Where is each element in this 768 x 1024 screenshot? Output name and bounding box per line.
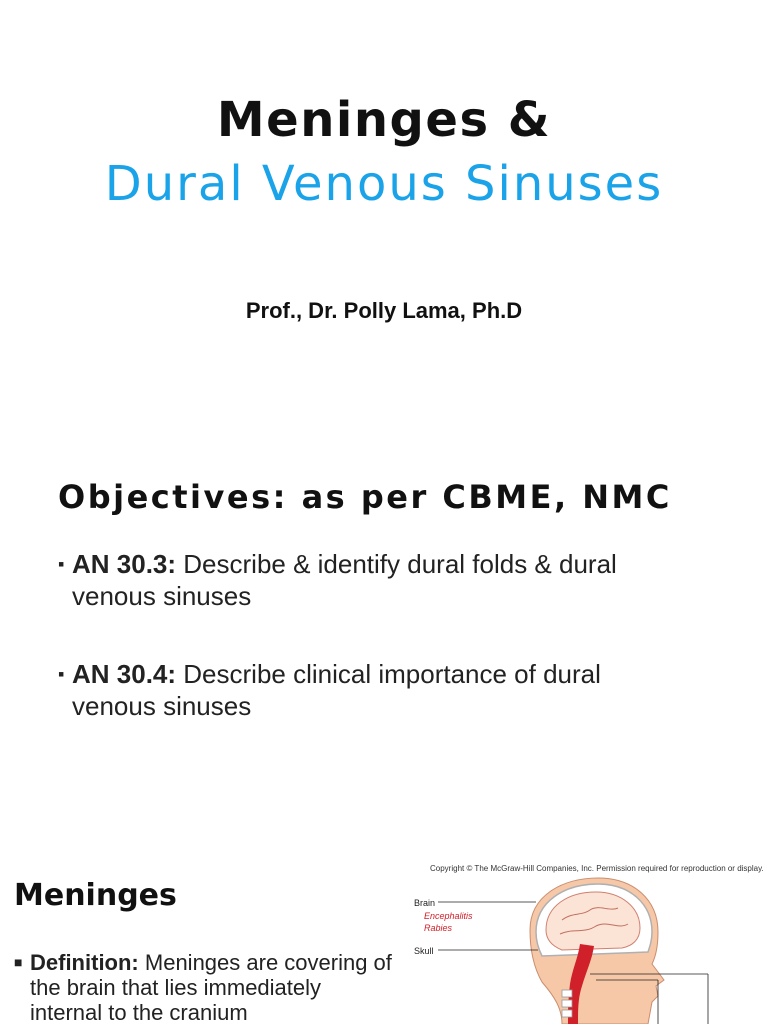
bullet-icon: ▪ [58, 664, 65, 684]
bullet-icon: ▪ [58, 554, 65, 574]
definition-label: Definition: [30, 950, 139, 975]
bullet-icon: ■ [14, 954, 23, 970]
head-sagittal-illustration [412, 860, 764, 1024]
head-anatomy-figure [412, 860, 764, 1024]
definition-text: Meninges are covering of [138, 950, 392, 975]
slide-title-line2: Dural Venous Sinuses [104, 156, 664, 212]
encephalitis-label: Encephalitis [424, 911, 473, 921]
definition-line: internal to the cranium [30, 1000, 248, 1024]
objectives-heading: Objectives: as per CBME, NMC [58, 478, 672, 516]
objective-item [58, 548, 738, 612]
objective-code: AN 30.3: [72, 549, 177, 579]
definition-line: the brain that lies immediately [30, 975, 322, 1000]
objectives-slide [0, 440, 768, 840]
objective-item [58, 658, 738, 722]
objective-text-continuation: venous sinuses [72, 691, 252, 721]
copyright-notice: Copyright © The McGraw-Hill Companies, Inc. Permission required for reproduction or display. [430, 864, 764, 873]
objective-text: Describe clinical importance of dural [176, 659, 601, 689]
meninges-heading: Meninges [14, 878, 177, 913]
title-slide [0, 0, 768, 440]
objective-text: Describe & identify dural folds & dural [176, 549, 617, 579]
skull-label: Skull [414, 946, 434, 956]
definition-bullet [14, 950, 404, 1024]
slide-title-line1: Meninges & [216, 92, 552, 148]
brain-label: Brain [414, 898, 436, 908]
author-name: Prof., Dr. Polly Lama, Ph.D [245, 298, 523, 323]
objective-code: AN 30.4: [72, 659, 177, 689]
rabies-label: Rabies [424, 923, 453, 933]
meninges-slide [0, 840, 768, 1024]
objective-text-continuation: venous sinuses [72, 581, 252, 611]
